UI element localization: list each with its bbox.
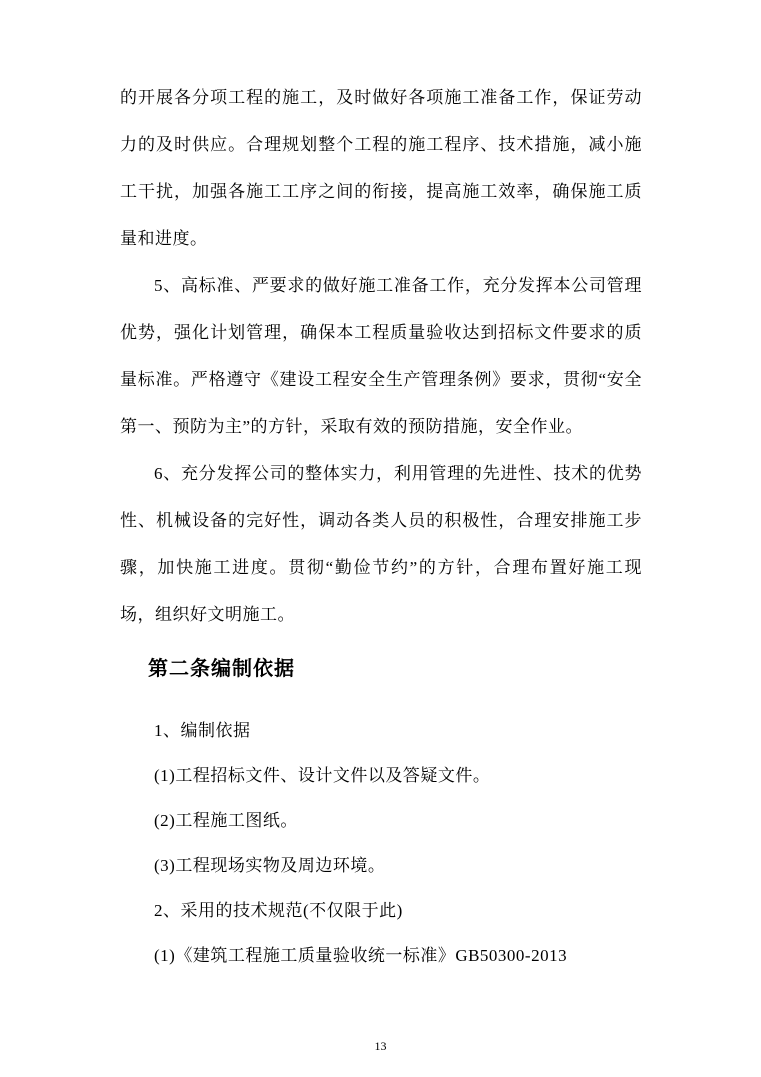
list-item: (1)《建筑工程施工质量验收统一标准》GB50300-2013 — [154, 946, 568, 965]
list-item: (3)工程现场实物及周边环境。 — [154, 856, 386, 875]
list-item: (1)工程招标文件、设计文件以及答疑文件。 — [154, 766, 491, 785]
paragraph-item-6: 6、充分发挥公司的整体实力，利用管理的先进性、技术的优势性、机械设备的完好性，调动各类人员的积极性，合理安排施工步骤，加快施工进度。贯彻“勤俭节约”的方针，合理布置好施工现场，组织好文明施工。 — [120, 464, 642, 624]
page-number: 13 — [374, 1039, 387, 1053]
paragraph-continuation: 的开展各分项工程的施工，及时做好各项施工准备工作，保证劳动力的及时供应。合理规划整个工程的施工程序、技术措施，减小施工干扰，加强各施工工序之间的衔接，提高施工效率，确保施工质量和进度。 — [120, 88, 642, 248]
document-content — [120, 74, 642, 978]
paragraph-item-5: 5、高标准、严要求的做好施工准备工作，充分发挥本公司管理优势，强化计划管理，确保本工程质量验收达到招标文件要求的质量标准。严格遵守《建设工程安全生产管理条例》要求，贯彻“安全第一、预防为主”的方针，采取有效的预防措施，安全作业。 — [120, 276, 642, 436]
list-item: 2、采用的技术规范(不仅限于此) — [154, 901, 403, 920]
list-item: 1、编制依据 — [154, 721, 251, 740]
section-heading: 第二条编制依据 — [148, 658, 295, 680]
list-item: (2)工程施工图纸。 — [154, 811, 298, 830]
